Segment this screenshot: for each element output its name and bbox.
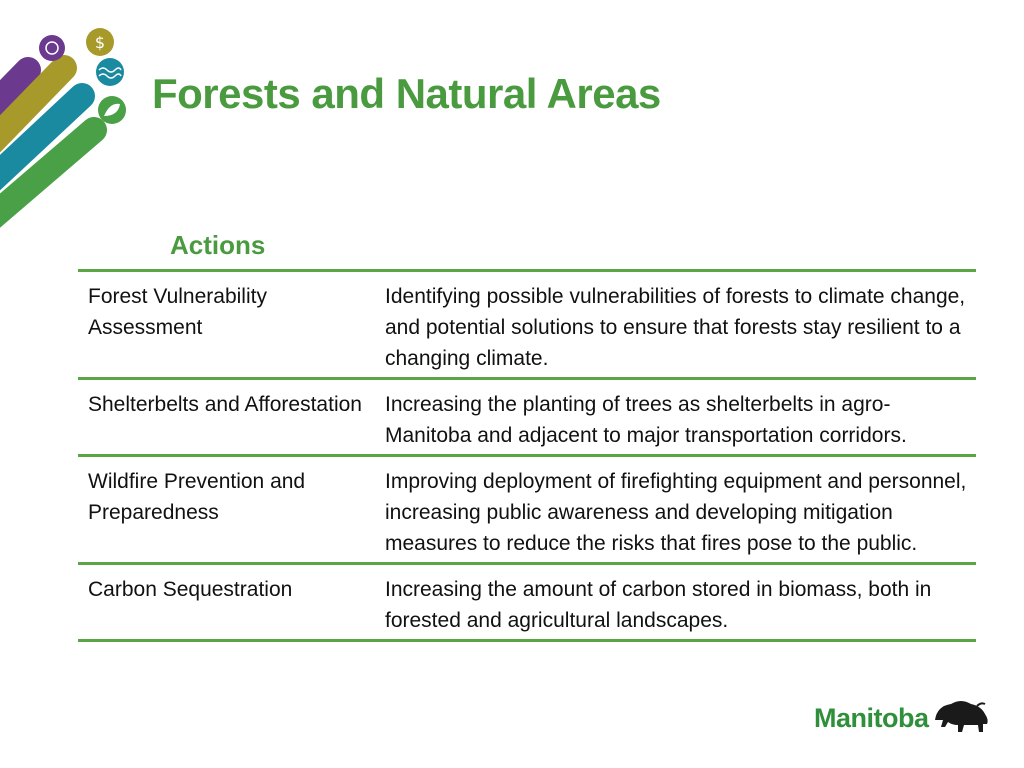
- action-name: Forest Vulnerability Assessment: [78, 271, 374, 379]
- action-name: Shelterbelts and Afforestation: [78, 379, 374, 456]
- table-row: [78, 564, 976, 641]
- table-row: [78, 379, 976, 456]
- decorative-stripes-graphic: [0, 0, 140, 250]
- table-row: [78, 456, 976, 564]
- manitoba-logo: [814, 698, 993, 738]
- water-icon: [96, 58, 124, 86]
- action-description: Improving deployment of firefighting equipment and personnel, increasing public awareness and developing mitigation measures to reduce the risks that fires pose to the public.: [374, 456, 976, 564]
- table-row: [78, 271, 976, 379]
- action-name: Carbon Sequestration: [78, 564, 374, 641]
- nature-icon: [39, 35, 65, 61]
- action-description: Increasing the amount of carbon stored in biomass, both in forested and agricultural landscapes.: [374, 564, 976, 641]
- actions-heading: Actions: [170, 230, 266, 260]
- money-icon: [86, 28, 114, 56]
- action-name: Wildfire Prevention and Preparedness: [78, 456, 374, 564]
- page-title: Forests and Natural Areas: [152, 70, 661, 117]
- svg-text:$: $: [94, 33, 106, 52]
- logo-wordmark: Manitoba: [814, 702, 929, 733]
- bison-icon: [931, 698, 993, 738]
- leaf-icon: [98, 96, 126, 124]
- action-description: Increasing the planting of trees as shelterbelts in agro-Manitoba and adjacent to major transportation corridors.: [374, 379, 976, 456]
- action-description: Identifying possible vulnerabilities of forests to climate change, and potential solutions to ensure that forests stay resilient to a changing climate.: [374, 271, 976, 379]
- actions-table: [78, 269, 976, 642]
